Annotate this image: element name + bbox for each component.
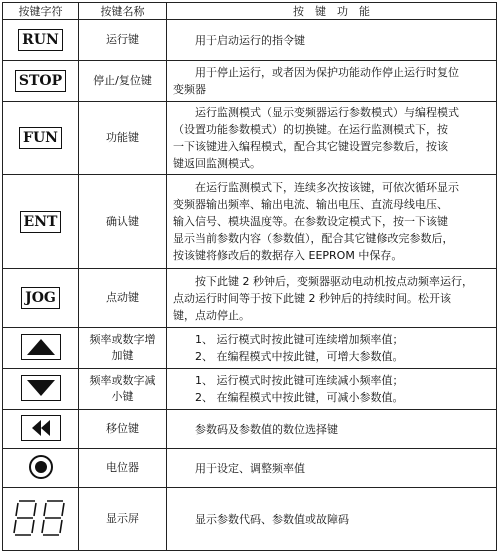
key-function: 用于启动运行的指令键 <box>167 20 497 61</box>
key-function: 按下此键 2 秒钟后，变频器驱动电动机按点动频率运行， 点动运行时间等于按下此键 2 秒钟后的持续时间。松开该 键，点动停止。 <box>167 269 497 328</box>
header-function: 按 键 功 能 <box>167 3 497 20</box>
seven-segment-display-icon <box>13 498 69 541</box>
key-name: 移位键 <box>79 410 167 449</box>
header-name: 按键名称 <box>79 3 167 20</box>
key-name: 功能键 <box>79 102 167 175</box>
up-triangle-icon <box>21 334 61 360</box>
table-row <box>3 102 497 175</box>
run-key-symbol: RUN <box>18 29 63 51</box>
shift-left-icon <box>21 415 61 441</box>
key-name: 频率或数字增 加键 <box>79 328 167 369</box>
table-row <box>3 449 497 488</box>
stop-key-symbol: STOP <box>15 70 66 92</box>
key-function: 运行监测模式（显示变频器运行参数模式）与编程模式 （设置功能参数模式）的切换键。在运行监测模式下，按 一下该键进入编程模式，配合其它键设置完参数后，按该 键返回监测模式。 <box>167 102 497 175</box>
table-row <box>3 488 497 551</box>
key-function: 用于停止运行，或者因为保护功能动作停止运行时复位 变频器 <box>167 61 497 102</box>
potentiometer-icon <box>28 454 54 483</box>
key-name: 频率或数字减 小键 <box>79 369 167 410</box>
key-name: 运行键 <box>79 20 167 61</box>
table-row <box>3 20 497 61</box>
key-function: 显示参数代码、参数值或故障码 <box>167 488 497 551</box>
table-row <box>3 61 497 102</box>
key-name: 显示屏 <box>79 488 167 551</box>
fun-key-symbol: FUN <box>19 127 62 149</box>
table-row <box>3 410 497 449</box>
key-function: 1、 运行模式时按此键可连续增加频率值； 2、 在编程模式中按此键，可增大参数值。 <box>167 328 497 369</box>
key-function-table <box>2 2 497 551</box>
ent-key-symbol: ENT <box>20 211 62 233</box>
down-triangle-icon <box>21 375 61 401</box>
key-function: 参数码及参数值的数位选择键 <box>167 410 497 449</box>
table-row <box>3 328 497 369</box>
key-name: 点动键 <box>79 269 167 328</box>
key-function: 用于设定、调整频率值 <box>167 449 497 488</box>
table-row <box>3 175 497 269</box>
header-symbol: 按键字符 <box>3 3 79 20</box>
key-function: 1、 运行模式时按此键可连续减小频率值； 2、 在编程模式中按此键，可减小参数值。 <box>167 369 497 410</box>
key-name: 停止/复位键 <box>79 61 167 102</box>
key-name: 确认键 <box>79 175 167 269</box>
header-row <box>3 3 497 20</box>
table-row <box>3 369 497 410</box>
key-function: 在运行监测模式下，连续多次按该键，可依次循环显示 变频器输出频率、输出电流、输出电压、直流母线电压、 输入信号、模块温度等。在参数设定模式下，按一下该键 显示当前参数内容（参数值），配合其它键修改完参数后， 按该键将修改后的数据存入 EEPROM 中保存。 <box>167 175 497 269</box>
key-name: 电位器 <box>79 449 167 488</box>
table-row <box>3 269 497 328</box>
jog-key-symbol: JOG <box>21 287 60 309</box>
